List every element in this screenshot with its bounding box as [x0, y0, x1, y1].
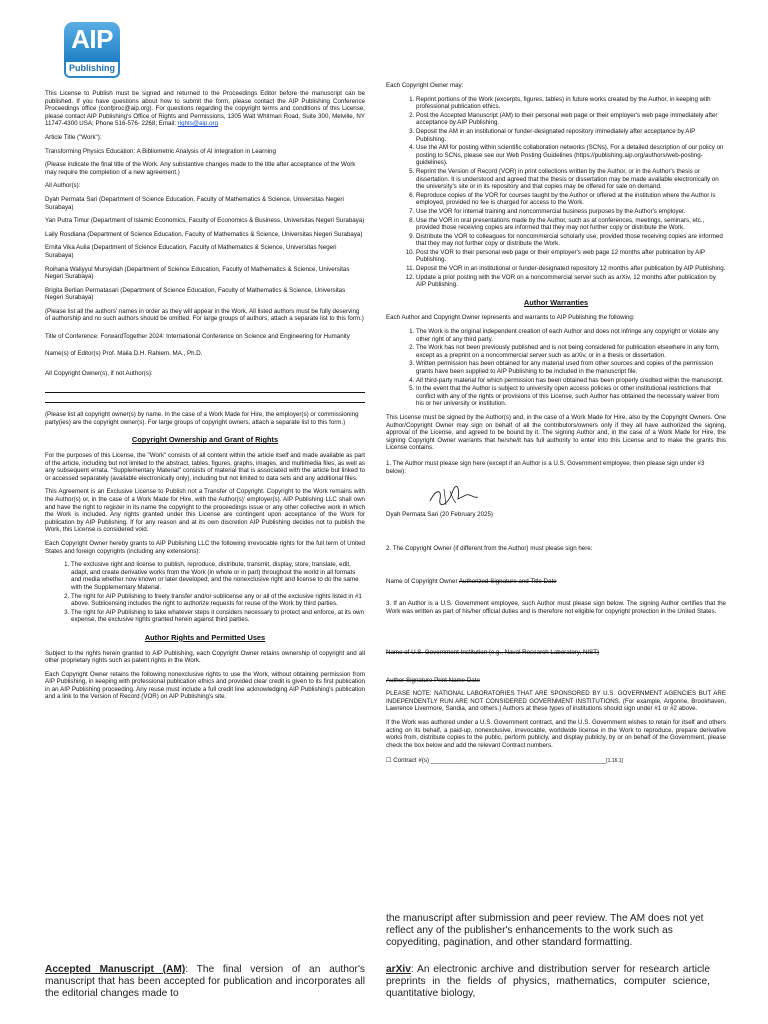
- list-item: 2. The Work has not been previously published and is not being considered for publication elsewhere in any form, except as a preprint on a noncommercial server such as arXiv, or in a thesis or dissertation.: [416, 344, 726, 359]
- arxiv-definition: [386, 964, 710, 1000]
- author-signature-line[interactable]: Author Signature Print Name Date: [386, 676, 480, 684]
- list-item: 1. The exclusive right and license to publish, reproduce, distribute, transmit, display, store, translate, edit, adapt, and create derivative works from the Work (in whole or in part) throughout the world in all formats and media whether now known or later developed, and the nonexclusive right and license to do the same with the Supplementary Material.: [71, 561, 365, 591]
- list-item: 3. Written permission has been obtained for any material used from other sources and copies of the permission grants have been supplied to AIP Publishing to be included in the manuscript file.: [416, 360, 726, 375]
- step-2-owner-sign: 2. The Copyright Owner (if different from the Author) must please sign here:: [386, 544, 593, 552]
- author-entry: Yan Putra Timur (Department of Islamic Economics, Faculty of Economics & Business, Universitas Negeri Surabaya): [45, 217, 365, 225]
- authors-note: (Please list all the authors' names in order as they will appear in the Work. All listed authors must be fully deserving of authorship and no such authors should be omitted. For large groups of authors, attach a separate list to this form.): [45, 307, 364, 323]
- signing-paragraph: This License must be signed by the Author(s) and, in the case of a Work Made for Hire, also by the Copyright Owners. One Author/Copyright Owner may sign on behalf of all the contributors/owners only if they all have authorized the signing, approval of the License, and agreed to be bound by it. The signing Author and, in the case of a Work Made for Hire, the signing Copyright Owner warrants that he/she/it has full authority to enter into this License and to make the grants this License contains.: [386, 413, 726, 452]
- copyright-owners-label: All Copyright Owner(s), if not Author(s):: [45, 369, 153, 377]
- left-column: [45, 90, 365, 707]
- author-entry: Dyah Permata Sari (Department of Science Education, Faculty of Mathematics & Science, Universitas Negeri Surabaya): [45, 195, 344, 211]
- s2-paragraph-1: Subject to the rights herein granted to AIP Publishing, each Copyright Owner retains ownership of copyright and all other proprietary rights such as patent rights in the Work.: [45, 649, 365, 665]
- section-author-warranties-title: Author Warranties: [523, 297, 589, 307]
- list-item: 3. Deposit the AM in an institutional or funder-designated repository immediately after acceptance by AIP Publishing.: [416, 128, 726, 143]
- permitted-uses-list: [386, 96, 726, 289]
- list-item: 11. Deposit the VOR in an institutional or funder-designated repository 12 months after publication by AIP Publishing.: [416, 265, 726, 273]
- national-labs-note: PLEASE NOTE: NATIONAL LABORATORIES THAT ARE SPONSORED BY U.S. GOVERNMENT AGENCIES BUT ARE INDEPENDENTLY RUN ARE NOT CONSIDERED GOVERNMENT INSTITUTIONS. (For example, Argonne, Brookhaven, Lawrence Livermore, Sandia, and others.) Authors at these types of institutions should sign under #1 or #2 above.: [386, 690, 726, 713]
- logo-aip-text: AIP: [71, 24, 113, 54]
- gov-institution-line[interactable]: Name of U.S. Government Institution (e.g., Naval Research Laboratory, NIST): [386, 649, 600, 657]
- s1-paragraph-3: Each Copyright Owner hereby grants to AIP Publishing LLC the following irrevocable rights for the full term of United States and foreign copyrights (including any extensions):: [45, 539, 365, 555]
- step-1-author-sign: 1. The Author must please sign here (except if an Author is a U.S. Government employee, then please sign under #3 below):: [386, 459, 705, 475]
- section-author-rights-title: Author Rights and Permitted Uses: [144, 632, 266, 642]
- s2-paragraph-2: Each Copyright Owner retains the following nonexclusive rights to use the Work, without obtaining permission from AIP Publishing, in keeping with professional publication ethics and provided clear credit is given to its first publication in an AIP Publishing proceeding. Any reuse must include a full credit line acknowledging AIP Publishing's publication and a link to the Version of Record (VOR) on AIP Publishing's site.: [45, 670, 365, 701]
- aip-publishing-logo: [64, 22, 120, 94]
- handwritten-signature: [426, 485, 482, 507]
- rights-email-link[interactable]: rights@aip.org: [177, 120, 219, 128]
- s1-paragraph-1: For the purposes of this License, the "Work" consists of all content within the article itself and made available as part of the article, including but not limited to the abstract, tables, figures, graphs, images, and multimedia files, as well as any subsequent errata. "Supplementary Material" consists of material that is associated with the article but linked to or accessed separately (available electronically only), including but not limited to data sets and any additional files.: [45, 452, 365, 482]
- author-signature-field[interactable]: [386, 481, 726, 511]
- list-item: 9. Distribute the VOR to colleagues for noncommercial scholarly use, provided those receiving copies are informed that they may not further copy or distribute the Work.: [416, 233, 726, 248]
- list-item: 2. The right for AIP Publishing to freely transfer and/or sublicense any or all of the exclusive rights listed in #1 above. Sublicensing includes the right to authorize requests for reuse of the Work by third parties.: [71, 593, 365, 608]
- logo-publishing-text: Publishing: [64, 62, 120, 78]
- owners-entry-line: [45, 391, 365, 393]
- s1-paragraph-2: This Agreement is an Exclusive License to Publish not a Transfer of Copyright. Copyright to the Work remains with the Author(s) or, in the case of a Work Made for Hire, with the Author(s)' employer(s). AIP Publishing LLC shall own and have the right to register in its name the copyright to the proceedings issue or any other collective work in which the Work is included. Any rights granted under this License are contingent upon acceptance of the Work for publication by AIP Publishing. If for any reason and at its own discretion AIP Publishing decides not to publish the Work, this License is considered void.: [45, 488, 365, 534]
- gov-contract-paragraph: If the Work was authored under a U.S. Government contract, and the U.S. Government wishes to retain for itself and others acting on its behalf, a paid-up, nonexclusive, irrevocable, worldwide license in the Work to reproduce, prepare derivative works from, distribute copies to the public, perform publicly, and display publicly, by or on behalf of the Government, please check the box below and add the relevant Contract numbers.: [386, 719, 726, 749]
- am-term: Accepted Manuscript (AM): [45, 964, 186, 975]
- list-item: 5. In the event that the Author is subject to university open access policies or other institutional restrictions that conflict with any of the rights or provisions of this License, such Author has obtained the necessary waiver from his or her university or institution.: [416, 385, 726, 408]
- arxiv-term: arXiv: [386, 964, 411, 975]
- list-item: 4. All third-party material for which permission has been obtained has been properly credited within the manuscript.: [416, 377, 726, 385]
- editors: Name(s) of Editor(s) Prof. Maila D.H. Rahiem, MA., Ph.D.: [45, 350, 203, 358]
- am-definition: [45, 964, 365, 1000]
- author-entry: Laily Rosdiana (Department of Science Education, Faculty of Mathematics & Science, Universitas Negeri Surabaya): [45, 230, 363, 238]
- list-item: 2. Post the Accepted Manuscript (AM) to their personal web page or their employer's web page immediately after acceptance by AIP Publishing.: [416, 112, 726, 127]
- step-3-gov-author: 3. If an Author is a U.S. Government employee, such Author must please sign below. The signing Author certifies that the Work was written as part of his/her official duties and is therefore not eligible for copyright protection in the United States.: [386, 599, 726, 615]
- list-item: 6. Reproduce copies of the VOR for courses taught by the Author or offered at the institution where the Author is employed, provided no fee is charged for access to the Work.: [416, 192, 726, 207]
- author-entry: Brigita Berlian Permatasari (Department of Science Education, Faculty of Mathematics & Science, Universitas Negeri Surabaya): [45, 286, 346, 302]
- owner-name-label: Name of Copyright Owner: [386, 578, 458, 586]
- list-item: 8. Use the VOR in oral presentations made by the Author, such as at conferences, meetings, seminars, etc., provided those receiving copies are informed that they may not further copy or distribute the Work.: [416, 217, 726, 232]
- conference-title: Title of Conference: ForwardTogether 2024: International Conference on Science and Engineering for Humanity: [45, 333, 350, 341]
- contract-checkbox-label[interactable]: ☐ Contract #(s) ___________________________________________________: [386, 757, 607, 765]
- list-item: 7. Use the VOR for internal training and noncommercial business purposes by the Author's employer.: [416, 208, 726, 216]
- section-copyright-ownership-title: Copyright Ownership and Grant of Rights: [131, 435, 279, 445]
- s1-rights-list: [45, 561, 365, 624]
- permitted-uses-lead: Each Copyright Owner may:: [386, 82, 464, 89]
- warranties-list: [386, 328, 726, 408]
- right-column: [386, 82, 726, 772]
- intro-paragraph: This License to Publish must be signed and returned to the Proceedings Editor before the manuscript can be published. If you have questions about how to submit the form, please contact the AIP Publishing Conference Proceedings office (confproc@aip.org). For questions regarding the copyright terms and conditions of this License, please contact AIP Publishing's Office of Rights and Permissions, 1305 Walt Whitman Road, Suite 300, Melville, NY 11747-4300 USA; Phone 516-576- 2268; Email: rights@aip.org: [45, 90, 365, 128]
- list-item: 5. Reprint the Version of Record (VOR) in print collections written by the Author, or in the Author's thesis or dissertation. It is understood and agreed that the thesis or dissertation may be made available electronically on the university's site or in its repository and that copies may be offered for sale on demand.: [416, 168, 726, 191]
- list-item: 12. Update a prior posting with the VOR on a noncommercial server such as arXiv, 12 months after publication by AIP Publishing.: [416, 274, 726, 289]
- author-entry: Roihana Waliyyul Mursyidah (Department of Science Education, Faculty of Mathematics & Science, Universitas Negeri Surabaya): [45, 265, 350, 281]
- warranties-lead: Each Author and Copyright Owner represents and warrants to AIP Publishing the following:: [386, 314, 635, 322]
- title-note: (Please indicate the final title of the Work. Any substantive changes made to the title after acceptance of the Work may require the completion of a new agreement.): [45, 161, 356, 176]
- contract-number-field[interactable]: [386, 757, 726, 766]
- am-definition-text: : The final version of an author's manuscript that has been accepted for publication and incorporates all the editorial changes made to: [45, 964, 365, 999]
- author-entry: Ernita Vika Aulia (Department of Science Education, Faculty of Mathematics & Science, Universitas Negeri Surabaya): [45, 244, 337, 259]
- authors-label: All Author(s):: [45, 182, 81, 190]
- owners-note: (Please list all copyright owner(s) by name. In the case of a Work Made for Hire, the employer(s) or commissioning party(ies) are the copyright owner(s). For large groups of copyright owners, attach a separate list to this form.): [45, 411, 359, 426]
- article-title-label: Article Title ("Work"):: [45, 133, 102, 141]
- list-item: 3. The right for AIP Publishing to take whatever steps it considers necessary to protect and enforce, at its own expense, the exclusive rights granted herein against third parties.: [71, 609, 365, 624]
- version-tag: [1.16.1]: [606, 758, 623, 765]
- owner-signature-label: Authorized Signature and Title Date: [458, 578, 557, 586]
- owner-signature-line[interactable]: [386, 578, 726, 586]
- owners-entry-line-2: [45, 401, 365, 403]
- list-item: 1. The Work is the original independent creation of each Author and does not infringe any copyright or violate any other right of any third party.: [416, 328, 726, 343]
- arxiv-definition-text: : An electronic archive and distribution server for research article preprints in the fields of physics, mathematics, computer science, quantitative biology,: [386, 964, 710, 999]
- am-definition-continued: the manuscript after submission and peer review. The AM does not yet reflect any of the publisher's enhancements to the work such as copyediting, pagination, and other standard formatting.: [386, 913, 704, 948]
- article-title: Transforming Physics Education: A Bibliometric Analysis of AI Integration in Learning: [45, 147, 276, 155]
- signer-name-date: Dyah Permata Sari (20 February 2025): [386, 511, 493, 519]
- list-item: 1. Reprint portions of the Work (excerpts, figures, tables) in future works created by the Author, in keeping with professional publication ethics.: [416, 96, 726, 111]
- list-item: 10. Post the VOR to their personal web page or their employer's web page 12 months after publication by AIP Publishing.: [416, 249, 726, 264]
- list-item: 4. Use the AM for posting within scientific collaboration networks (SCNs). For a detailed description of our policy on posting to SCNs, please see our Web Posting Guidelines (https://publishing.aip.org/authors/web-posting-guidelines).: [416, 144, 726, 167]
